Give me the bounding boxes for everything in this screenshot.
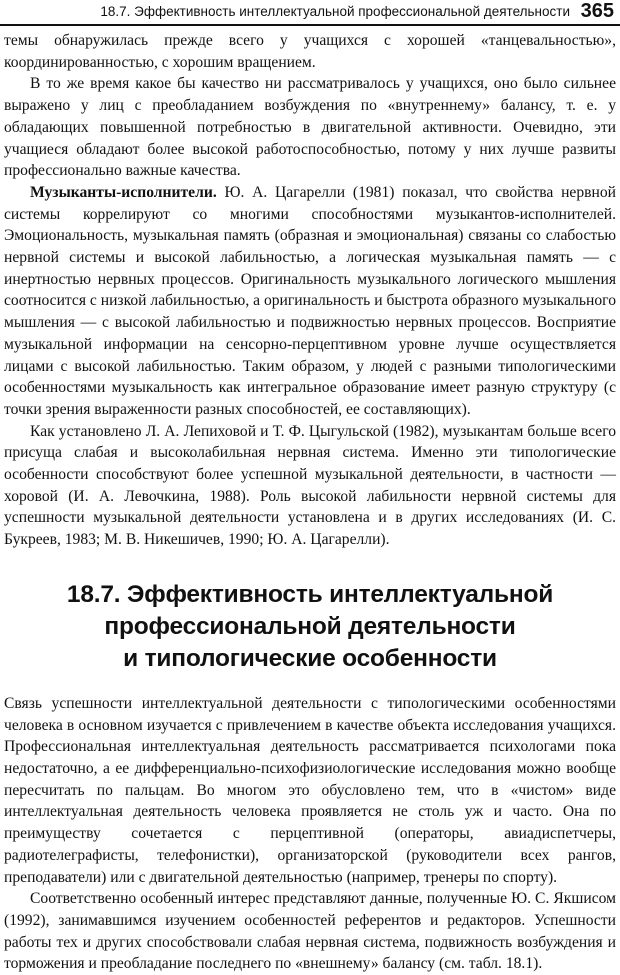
paragraph-musicians xyxy=(4,182,616,421)
running-header xyxy=(0,0,620,26)
running-title: 18.7. Эффективность интеллектуальной профессиональной деятельности xyxy=(100,4,570,19)
paragraph-continuation xyxy=(4,30,616,73)
paragraph-referents-editors xyxy=(4,888,616,975)
section-heading-line: профессиональной деятельности xyxy=(104,612,516,640)
paragraph-lead-term: Музыканты-исполнители. xyxy=(30,183,217,201)
paragraph-dancers-excitation xyxy=(4,73,616,182)
paragraph-text: Ю. А. Цагарелли (1981) показал, что свойства нервной системы коррелируют со многими способностями музыкантов-исполнителей. Эмоциональность, музыкальная память (образная и эмоциональная) связаны со слабостью нервной системы и высокой лабильностью, а логическая музыкальная память — с инертностью нервных процессов. Оригинальность музыкального логического мышления соотносится с низкой лабильностью, а оригинальность и быстрота образного музыкального мышления — с высокой лабильностью и подвижностью нервных процессов. Восприятие музыкальной информации на сенсорно-перцептивном уровне лучше осуществляется лицами с высокой лабильностью. Таким образом, у людей с разными типологическими особенностями музыкальность как интегральное образование имеет разную структуру (с точки зрения выраженности разных способностей, ее составляющих). xyxy=(4,183,616,418)
body-text xyxy=(4,30,616,975)
paragraph-intellectual-activity xyxy=(4,693,616,888)
section-heading-line: 18.7. Эффективность интеллектуальной xyxy=(66,580,554,608)
paragraph-text: Соответственно особенный интерес представляют данные, полученные Ю. С. Якшисом (1992), занимавшимся изучением особенностей референтов и редакторов. Успешности работы тех и других способствовали слабая нервная система, подвижность возбуждения и торможения и преобладание последнего по «внешнему» балансу (см. табл. 18.1). xyxy=(4,890,616,973)
paragraph-text: Как установлено Л. А. Лепиховой и Т. Ф. Цыгульской (1982), музыкантам больше всего присуща слабая и высоколабильная нервная система. Именно эти типологические особенности способствуют более успешной музыкальной деятельности, в частности — хоровой (И. А. Левочкина, 1988). Роль высокой лабильности нервной системы для успешности музыкальной деятельности установлена и в других исследованиях (И. С. Букреев, 1983; М. В. Никешичев, 1990; Ю. А. Цагарелли). xyxy=(4,422,616,549)
paragraph-text: темы обнаружилась прежде всего у учащихся с хорошей «танцевальностью», координированностью, с хорошим вращением. xyxy=(4,32,616,71)
paragraph-text: В то же время какое бы качество ни рассматривалось у учащихся, оно было сильнее выражено у лиц с преобладанием возбуждения по «внутреннему» балансу, т. е. у обладающих повышенной потребностью в двигательной активности. Очевидно, эти учащиеся обладают более высокой работоспособностью, потому у них лучше развиты профессионально важные качества. xyxy=(4,75,616,180)
section-heading xyxy=(4,579,616,675)
paragraph-lability-research xyxy=(4,421,616,551)
page-number: 365 xyxy=(580,0,614,22)
paragraph-text: Связь успешности интеллектуальной деятельности с типологическими особенностями человека в основном изучается с привлечением в качестве объекта исследования учащихся. Профессиональная интеллектуальная деятельность рассматривается психологами пока недостаточно, а ее дифференциально-психофизиологические исследования можно вообще пересчитать по пальцам. Во многом это обусловлено тем, что в «чистом» виде интеллектуальная деятельность человека проявляется не столь уж и часто. Она по преимуществу сочетается с перцептивной (операторы, авиадиспетчеры, радиотелеграфисты, телефонистки), организаторской (руководители всех рангов, преподаватели) или с двигательной деятельностью (например, тренеры по спорту). xyxy=(4,694,616,886)
section-heading-line: и типологические особенности xyxy=(123,644,497,672)
